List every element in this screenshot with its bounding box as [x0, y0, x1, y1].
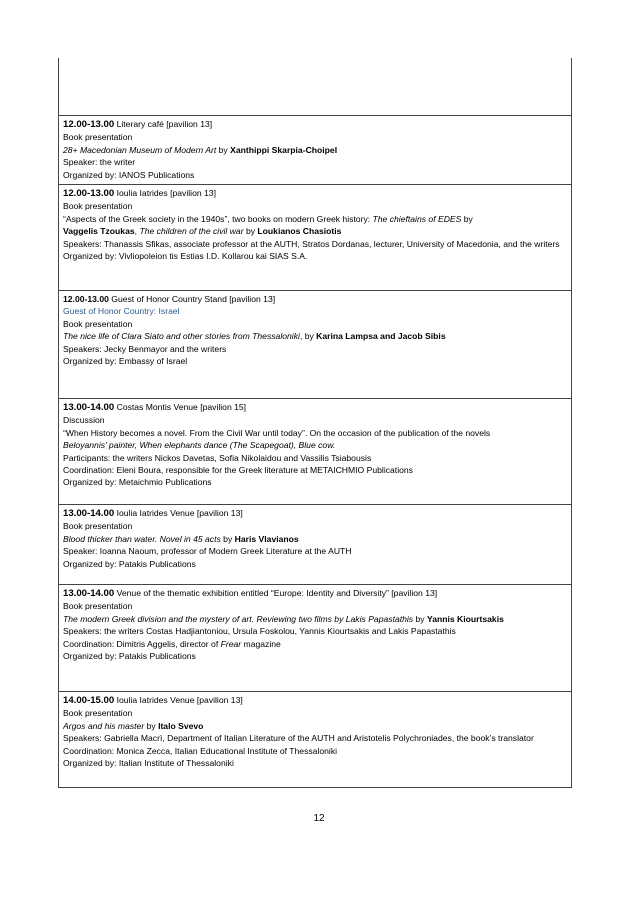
coordination-suffix: magazine: [241, 638, 281, 649]
book-title: The children of the civil war: [139, 226, 244, 237]
entry-speakers: Speakers: Gabriella Macrì, Department of Italian Literature of the AUTH and Aristotelis Polychroniades, the book’s translator: [63, 733, 534, 744]
entry-venue: Ioulia Iatrides Venue [pavilion 13]: [114, 508, 243, 518]
program-entry: [59, 585, 571, 692]
book-author: Xanthippi Skarpia-Choipel: [230, 144, 338, 155]
program-entry: [59, 692, 571, 788]
entry-time: 12.00-13.00: [63, 188, 115, 199]
by-text: by: [144, 720, 159, 731]
by-text: , by: [299, 331, 317, 342]
book-author: Italo Svevo: [158, 720, 204, 731]
entry-type: Book presentation: [63, 601, 133, 612]
entry-speakers: Speakers: Jecky Benmayor and the writers: [63, 343, 227, 354]
entry-type: Book presentation: [63, 521, 133, 532]
entry-type: Book presentation: [63, 318, 133, 329]
book-title: 28+ Macedonian Museum of Modern Art: [63, 144, 217, 155]
by-text: by: [243, 226, 258, 237]
entry-venue: Ioulia Iatrides [pavilion 13]: [114, 188, 216, 198]
entry-venue: Guest of Honor Country Stand [pavilion 13]: [108, 294, 276, 304]
entry-organizer: Organized by: Metaichmio Publications: [63, 477, 212, 488]
program-entry: [59, 399, 571, 505]
entry-time: 12.00-13.00: [63, 294, 109, 304]
entry-description: “When History becomes a novel. From the Civil War until today”. On the occasion of the publication of the novels: [63, 427, 491, 438]
separator-text: ,: [134, 226, 140, 237]
book-title: The modern Greek division and the mystery of art. Reviewing two films by Lakis Papastathis: [63, 613, 414, 624]
by-text: by: [461, 213, 473, 224]
entry-venue: Ioulia Iatrides Venue [pavilion 13]: [114, 695, 243, 705]
program-entry: [59, 185, 571, 291]
book-author: Vaggelis Tzoukas: [63, 226, 135, 237]
by-text: by: [220, 533, 235, 544]
program-table: [58, 58, 572, 788]
entry-participants: Participants: the writers Nickos Davetas, Sofia Nikolaidou and Vassilis Tsiabousis: [63, 452, 372, 463]
book-author: Loukianos Chasiotis: [257, 226, 342, 237]
empty-cell: [59, 58, 571, 116]
magazine-title: Frear: [220, 638, 242, 649]
entry-time: 12.00-13.00: [63, 119, 115, 130]
entry-time: 13.00-14.00: [63, 508, 115, 519]
by-text: by: [413, 613, 427, 624]
entry-speakers: Speakers: Thanassis Sfikas, associate professor at the AUTH, Stratos Dordanas, lecturer, University of Macedonia, and the writers: [63, 238, 560, 249]
entry-organizer: Organized by: IANOS Publications: [63, 169, 195, 180]
book-title: Blood thicker than water. Novel in 45 acts: [63, 533, 221, 544]
program-entry: [59, 116, 571, 185]
entry-coordination: Coordination: Eleni Boura, responsible for the Greek literature at METAICHMIO Publications: [63, 465, 413, 476]
entry-type: Book presentation: [63, 132, 133, 143]
entry-time: 14.00-15.00: [63, 695, 115, 706]
book-title: The chieftains of EDES: [372, 213, 462, 224]
by-text: by: [216, 144, 231, 155]
entry-organizer: Organized by: Patakis Publications: [63, 651, 196, 662]
entry-coordination: Coordination: Monica Zecca, Italian Educational Institute of Thessaloniki: [63, 745, 338, 756]
book-title: Argos and his master: [63, 720, 145, 731]
entry-organizer: Organized by: Italian Institute of Thessaloniki: [63, 758, 234, 769]
guest-country-label: Guest of Honor Country: Israel: [63, 306, 180, 317]
entry-type: Book presentation: [63, 708, 133, 719]
book-author: Yannis Kiourtsakis: [426, 613, 504, 624]
entry-coordination: Coordination: Dimitris Aggelis, director of: [63, 638, 221, 649]
entry-organizer: Organized by: Vivliopoleion tis Estias I.D. Kollarou kai SIAS S.A.: [63, 251, 308, 262]
book-title: The nice life of Clara Siato and other stories from Thessaloniki: [63, 331, 300, 342]
entry-time: 13.00-14.00: [63, 588, 115, 599]
entry-type: Book presentation: [63, 201, 133, 212]
entry-venue: Venue of the thematic exhibition entitled “Europe: Identity and Diversity” [pavilion 13]: [114, 588, 438, 598]
entry-venue: Costas Montis Venue [pavilion 15]: [114, 402, 247, 412]
entry-description: “Aspects of the Greek society in the 1940s”, two books on modern Greek history:: [63, 213, 373, 224]
program-entry: [59, 291, 571, 399]
entry-speaker: Speaker: the writer: [63, 157, 136, 168]
book-author: Haris Vlavianos: [234, 533, 299, 544]
entry-speakers: Speakers: the writers Costas Hadjiantoniou, Ursula Foskolou, Yannis Kiourtsakis and Lakis Papastathis: [63, 626, 456, 637]
entry-organizer: Organized by: Patakis Publications: [63, 558, 196, 569]
entry-venue: Literary café [pavilion 13]: [114, 119, 213, 129]
book-author: Karina Lampsa and Jacob Sibis: [316, 331, 446, 342]
book-titles: Beloyannis’ painter, When elephants dance (The Scapegoat), Blue cow.: [63, 440, 336, 451]
entry-time: 13.00-14.00: [63, 402, 115, 413]
program-entry: [59, 505, 571, 585]
page-number: 12: [313, 813, 325, 824]
entry-speaker: Speaker: Ioanna Naoum, professor of Modern Greek Literature at the AUTH: [63, 546, 352, 557]
entry-type: Discussion: [63, 415, 105, 426]
entry-organizer: Organized by: Embassy of Israel: [63, 356, 188, 367]
